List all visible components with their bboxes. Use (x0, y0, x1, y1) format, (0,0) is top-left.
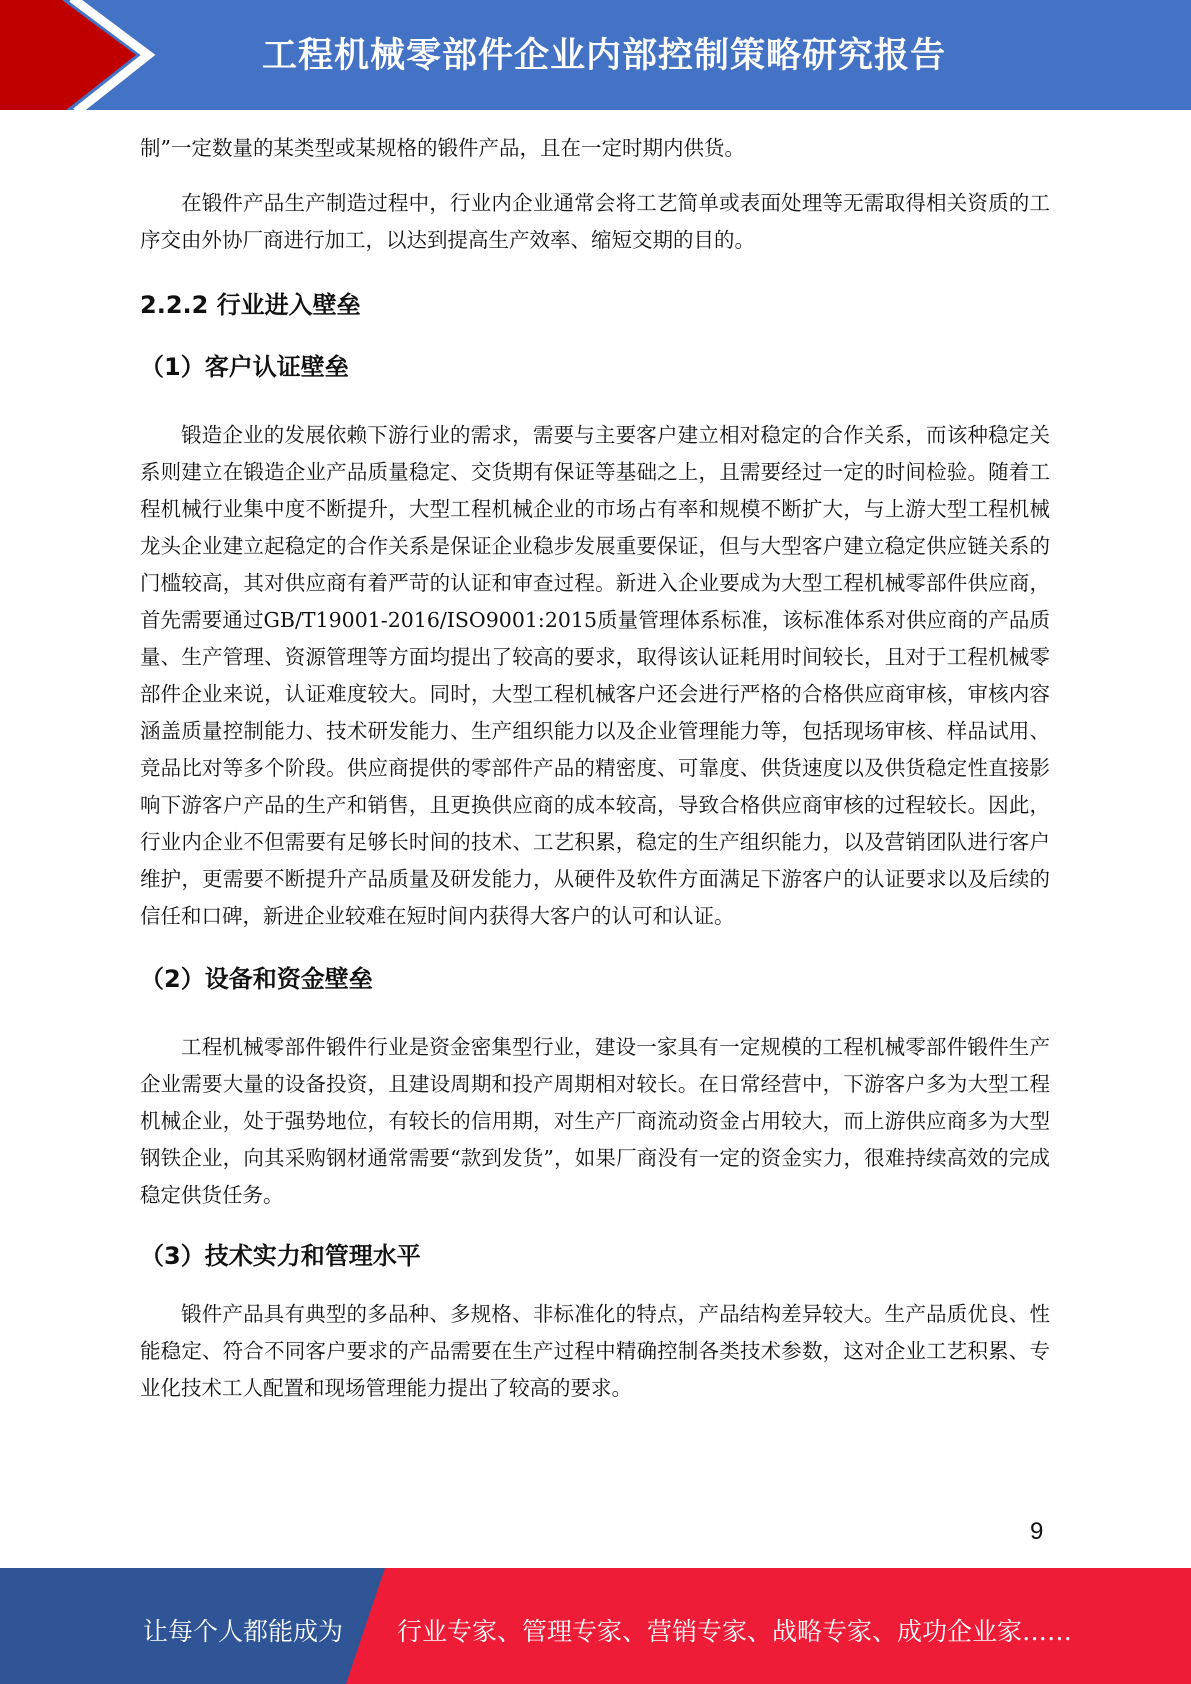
subsection-heading: （2）设备和资金壁垒 (140, 965, 373, 993)
footer-slogan-left: 让每个人都能成为 (143, 1617, 344, 1646)
paragraph: 在锻件产品生产制造过程中，行业内企业通常会将工艺简单或表面处理等无需取得相关资质的工序交由外协厂商进行加工，以达到提高生产效率、缩短交期的目的。 (140, 191, 1050, 252)
paragraph: 锻造企业的发展依赖下游行业的需求，需要与主要客户建立相对稳定的合作关系，而该种稳定关系则建立在锻造企业产品质量稳定、交货期有保证等基础之上，且需要经过一定的时间检验。随着工程机械行业集中度不断提升，大型工程机械企业的市场占有率和规模不断扩大，与上游大型工程机械龙头企业建立起稳定的合作关系是保证企业稳步发展重要保证，但与大型客户建立稳定供应链关系的门槛较高，其对供应商有着严苛的认证和审查过程。新进入企业要成为大型工程机械零部件供应商，首先需要通过GB/T19001-2016/ISO9001:2015质量管理体系标准，该标准体系对供应商的产品质量、生产管理、资源管理等方面均提出了较高的要求，取得该认证耗用时间较长，且对于工程机械零部件企业来说，认证难度较大。同时，大型工程机械客户还会进行严格的合格供应商审核，审核内容涵盖质量控制能力、技术研发能力、生产组织能力以及企业管理能力等，包括现场审核、样品试用、竞品比对等多个阶段。供应商提供的零部件产品的精密度、可靠度、供货速度以及供货稳定性直接影响下游客户产品的生产和销售，且更换供应商的成本较高，导致合格供应商审核的过程较长。因此，行业内企业不但需要有足够长时间的技术、工艺积累，稳定的生产组织能力，以及营销团队进行客户维护，更需要不断提升产品质量及研发能力，从硬件及软件方面满足下游客户的认证要求以及后续的信任和口碑，新进企业较难在短时间内获得大客户的认可和认证。 (140, 423, 1050, 928)
paragraph: 制”一定数量的某类型或某规格的锻件产品，且在一定时期内供货。 (140, 136, 745, 160)
report-title: 工程机械零部件企业内部控制策略研究报告 (262, 36, 947, 76)
arrow-logo-icon (0, 0, 200, 110)
paragraph: 锻件产品具有典型的多品种、多规格、非标准化的特点，产品结构差异较大。生产品质优良、性能稳定、符合不同客户要求的产品需要在生产过程中精确控制各类技术参数，这对企业工艺积累、专业化技术工人配置和现场管理能力提出了较高的要求。 (140, 1302, 1050, 1400)
footer-slogan-right: 行业专家、管理专家、营销专家、战略专家、成功企业家…… (397, 1617, 1073, 1646)
page-header (0, 0, 1191, 110)
page-footer (0, 1568, 1191, 1684)
paragraph: 工程机械零部件锻件行业是资金密集型行业，建设一家具有一定规模的工程机械零部件锻件生产企业需要大量的设备投资，且建设周期和投产周期相对较长。在日常经营中，下游客户多为大型工程机械企业，处于强势地位，有较长的信用期，对生产厂商流动资金占用较大，而上游供应商多为大型钢铁企业，向其采购钢材通常需要“款到发货”，如果厂商没有一定的资金实力，很难持续高效的完成稳定供货任务。 (140, 1035, 1050, 1207)
page-number: 9 (1030, 1518, 1044, 1545)
subsection-heading: （3）技术实力和管理水平 (140, 1242, 421, 1270)
document-body (140, 130, 1050, 1407)
subsection-heading: （1）客户认证壁垒 (140, 353, 349, 381)
section-heading: 2.2.2 行业进入壁垒 (140, 291, 361, 319)
